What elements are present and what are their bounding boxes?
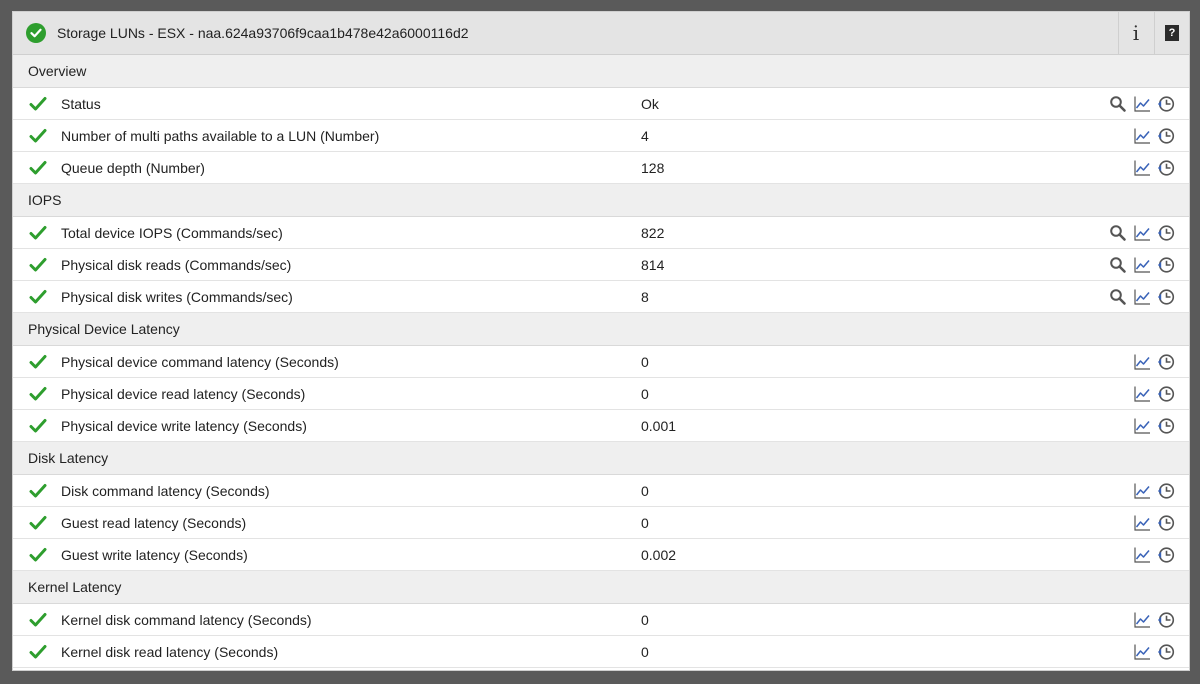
metric-name: Kernel disk command latency (Seconds): [61, 611, 312, 628]
check-icon: [29, 289, 47, 308]
metric-name: Physical device write latency (Seconds): [61, 417, 307, 434]
metric-name: Physical disk writes (Commands/sec): [61, 288, 293, 305]
history-icon[interactable]: [1157, 353, 1175, 371]
metric-name: Physical device read latency (Seconds): [61, 385, 306, 402]
icon-spacer: [1109, 611, 1127, 629]
chart-icon[interactable]: [1133, 288, 1151, 306]
check-icon: [29, 547, 47, 566]
metric-value: 0: [641, 353, 649, 370]
metric-row: [13, 120, 1189, 152]
metric-row: [13, 539, 1189, 571]
icon-spacer: [1109, 643, 1127, 661]
history-icon[interactable]: [1157, 385, 1175, 403]
section-header: Disk Latency: [13, 442, 1189, 475]
row-actions: [1103, 152, 1175, 183]
check-icon: [29, 354, 47, 373]
history-icon[interactable]: [1157, 288, 1175, 306]
metric-value: 128: [641, 159, 665, 176]
metric-name: Guest read latency (Seconds): [61, 514, 247, 531]
row-actions: [1103, 88, 1175, 119]
icon-spacer: [1109, 353, 1127, 371]
history-icon[interactable]: [1157, 95, 1175, 113]
history-icon[interactable]: [1157, 127, 1175, 145]
metric-row: [13, 507, 1189, 539]
chart-icon[interactable]: [1133, 514, 1151, 532]
icon-spacer: [1109, 159, 1127, 177]
search-icon[interactable]: [1109, 256, 1127, 274]
metric-value: 0: [641, 611, 649, 628]
metric-name: Kernel disk read latency (Seconds): [61, 643, 279, 660]
row-actions: [1103, 539, 1175, 570]
check-icon: [29, 386, 47, 405]
help-button[interactable]: [1154, 12, 1189, 54]
chart-icon[interactable]: [1133, 611, 1151, 629]
metric-row: [13, 346, 1189, 378]
metric-name: Total device IOPS (Commands/sec): [61, 224, 283, 241]
chart-icon[interactable]: [1133, 482, 1151, 500]
history-icon[interactable]: [1157, 159, 1175, 177]
metric-row: [13, 378, 1189, 410]
icon-spacer: [1109, 514, 1127, 532]
history-icon[interactable]: [1157, 224, 1175, 242]
chart-icon[interactable]: [1133, 385, 1151, 403]
panel-titlebar: [13, 12, 1189, 55]
row-actions: [1103, 475, 1175, 506]
check-icon: [29, 612, 47, 631]
metric-value: 0.001: [641, 417, 677, 434]
metric-row: [13, 249, 1189, 281]
status-ok-icon: [26, 23, 46, 43]
icon-spacer: [1109, 417, 1127, 435]
metric-row: [13, 604, 1189, 636]
section-header: IOPS: [13, 184, 1189, 217]
chart-icon[interactable]: [1133, 417, 1151, 435]
section-header: Physical Device Latency: [13, 313, 1189, 346]
metric-value: 0: [641, 643, 649, 660]
metric-name: Physical device command latency (Seconds): [61, 353, 339, 370]
metric-row: [13, 88, 1189, 120]
check-icon: [29, 128, 47, 147]
metric-value: 814: [641, 256, 665, 273]
row-actions: [1103, 120, 1175, 151]
check-icon: [29, 644, 47, 663]
metric-value: 0: [641, 385, 649, 402]
metric-name: Physical disk reads (Commands/sec): [61, 256, 292, 273]
chart-icon[interactable]: [1133, 256, 1151, 274]
icon-spacer: [1109, 546, 1127, 564]
row-actions: [1103, 378, 1175, 409]
row-actions: [1103, 346, 1175, 377]
history-icon[interactable]: [1157, 611, 1175, 629]
row-actions: [1103, 281, 1175, 312]
metric-row: [13, 475, 1189, 507]
metric-value: 822: [641, 224, 665, 241]
check-icon: [29, 483, 47, 502]
search-icon[interactable]: [1109, 288, 1127, 306]
metric-name: Queue depth (Number): [61, 159, 205, 176]
row-actions: [1103, 217, 1175, 248]
check-icon: [29, 515, 47, 534]
chart-icon[interactable]: [1133, 224, 1151, 242]
search-icon[interactable]: [1109, 95, 1127, 113]
chart-icon[interactable]: [1133, 353, 1151, 371]
storage-luns-panel: [12, 11, 1190, 671]
section-header: Overview: [13, 55, 1189, 88]
panel-title: Storage LUNs - ESX - naa.624a93706f9caa1b478e42a6000116d2: [57, 25, 469, 41]
chart-icon[interactable]: [1133, 127, 1151, 145]
row-actions: [1103, 249, 1175, 280]
history-icon[interactable]: [1157, 417, 1175, 435]
icon-spacer: [1109, 482, 1127, 500]
metric-row: [13, 152, 1189, 184]
chart-icon[interactable]: [1133, 159, 1151, 177]
metric-name: Number of multi paths available to a LUN (Number): [61, 127, 380, 144]
check-icon: [29, 160, 47, 179]
metric-value: Ok: [641, 95, 659, 112]
check-icon: [29, 225, 47, 244]
row-actions: [1103, 636, 1175, 667]
info-icon: i: [1132, 21, 1140, 45]
metric-value: 0: [641, 514, 649, 531]
metric-name: Status: [61, 95, 101, 112]
row-actions: [1103, 604, 1175, 635]
metric-value: 0.002: [641, 546, 677, 563]
history-icon[interactable]: [1157, 546, 1175, 564]
row-actions: [1103, 507, 1175, 538]
icon-spacer: [1109, 385, 1127, 403]
metric-value: 0: [641, 482, 649, 499]
metric-value: 8: [641, 288, 649, 305]
metric-row: [13, 217, 1189, 249]
history-icon[interactable]: [1157, 482, 1175, 500]
history-icon[interactable]: [1157, 643, 1175, 661]
help-icon: ?: [1165, 25, 1179, 41]
check-icon: [29, 257, 47, 276]
history-icon[interactable]: [1157, 256, 1175, 274]
metric-row: [13, 636, 1189, 668]
metric-name: Disk command latency (Seconds): [61, 482, 270, 499]
metric-value: 4: [641, 127, 649, 144]
chart-icon[interactable]: [1133, 643, 1151, 661]
section-header: Kernel Latency: [13, 571, 1189, 604]
check-icon: [29, 418, 47, 437]
search-icon[interactable]: [1109, 224, 1127, 242]
row-actions: [1103, 410, 1175, 441]
chart-icon[interactable]: [1133, 95, 1151, 113]
history-icon[interactable]: [1157, 514, 1175, 532]
icon-spacer: [1109, 127, 1127, 145]
info-button[interactable]: [1118, 12, 1153, 54]
check-icon: [29, 96, 47, 115]
metric-name: Guest write latency (Seconds): [61, 546, 248, 563]
chart-icon[interactable]: [1133, 546, 1151, 564]
metric-row: [13, 281, 1189, 313]
metrics-table: [13, 55, 1189, 668]
metric-row: [13, 410, 1189, 442]
